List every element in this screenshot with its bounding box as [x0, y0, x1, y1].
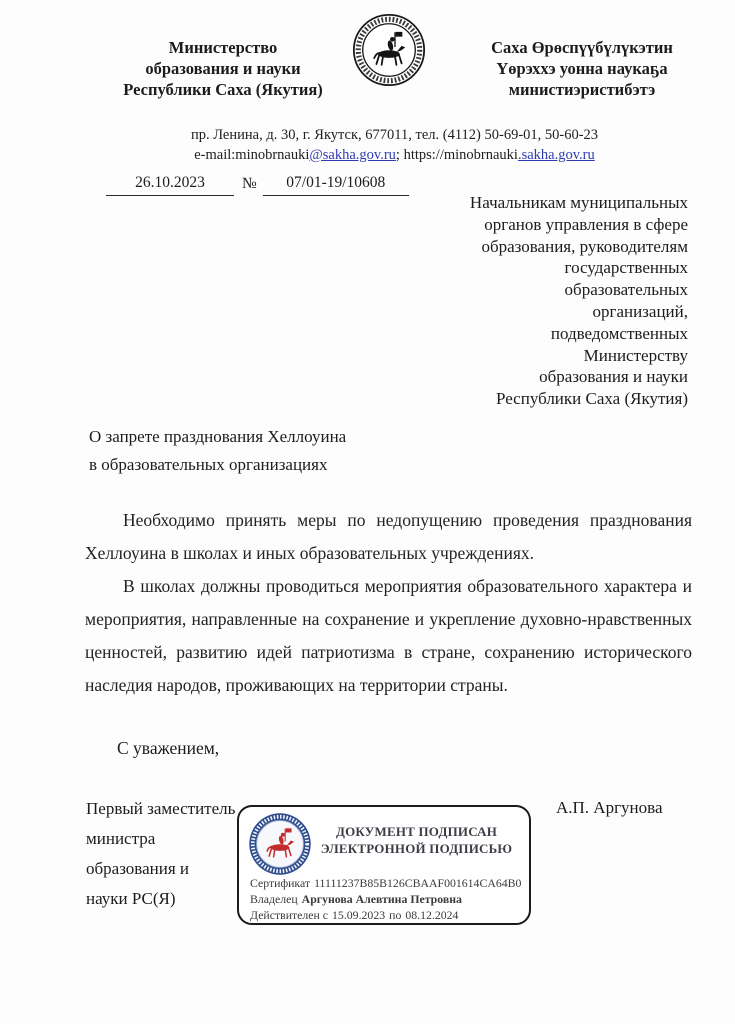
separator: ; — [395, 146, 404, 163]
subject-line: О запрете празднования Хеллоуина — [89, 427, 347, 446]
recipient-line: организаций, — [592, 301, 688, 321]
recipient-line: подведомственных — [550, 323, 688, 343]
certificate-row — [250, 876, 529, 892]
recipient-line: органов управления в сфере — [484, 214, 688, 234]
validity-mid-label: по — [389, 907, 402, 922]
digital-signature-stamp — [237, 805, 531, 925]
email-label: e-mail:minobrnauki — [194, 146, 310, 163]
letter-number: 07/01-19/10608 — [263, 174, 409, 196]
ministry-name-ru-line: Республики Саха (Якутия) — [123, 80, 323, 99]
signer-name: А.П. Аргунова — [556, 798, 663, 817]
ministry-name-ru-line: Министерство — [168, 38, 278, 57]
recipient-line: образования, руководителям — [481, 236, 688, 256]
owner-label: Владелец — [250, 891, 298, 906]
recipient-block — [358, 192, 688, 410]
validity-from-date: 15.09.2023 — [332, 907, 386, 922]
ministry-name-sakha-line: министиэристибэтэ — [508, 80, 656, 99]
validity-row — [250, 908, 529, 924]
stamp-title-line: ДОКУМЕНТ ПОДПИСАН — [335, 824, 498, 839]
stamp-title-line: ЭЛЕКТРОННОЙ ПОДПИСЬЮ — [320, 840, 513, 856]
ministry-name-ru-line: образования и науки — [145, 59, 301, 78]
email-website-line — [72, 146, 717, 166]
letter-date: 26.10.2023 — [106, 174, 234, 196]
contact-block — [72, 126, 717, 165]
recipient-line: образования и науки — [539, 367, 688, 387]
signer-position-line: образования и — [86, 859, 190, 878]
stamp-emblem-icon — [248, 812, 312, 876]
recipient-line: Министерству — [583, 345, 688, 365]
validity-label: Действителен с — [250, 907, 329, 922]
signer-position-line: министра — [86, 829, 156, 848]
certificate-number: 11111237B85B126CBAAF001614CA64B0 — [314, 876, 522, 890]
validity-to-date: 08.12.2024 — [405, 907, 459, 922]
number-sign: № — [242, 175, 257, 192]
recipient-line: образовательных — [564, 280, 688, 300]
ministry-name-russian — [92, 37, 354, 100]
stamp-details — [250, 876, 529, 923]
body-paragraph: Необходимо принять меры по недопущению проведения празднования Хеллоуина в школах и иных образовательных учреждениях. — [85, 510, 692, 563]
ministry-name-sakha — [438, 37, 726, 100]
postal-address: пр. Ленина, д. 30, г. Якутск, 677011, тел. (4112) 50-69-01, 50-60-23 — [190, 127, 599, 143]
owner-name: Аргунова Алевтина Петровна — [301, 891, 462, 906]
email-link[interactable]: @sakha.gov.ru — [309, 146, 396, 163]
recipient-line: Начальникам муниципальных — [469, 193, 688, 212]
ministry-name-sakha-line: Саха Өрөспүүбүлүкэтин — [491, 38, 673, 57]
stamp-header — [239, 807, 529, 873]
website-label: https://minobrnauki — [403, 146, 518, 163]
website-link[interactable]: .sakha.gov.ru — [517, 146, 595, 163]
subject-block — [89, 423, 346, 478]
ministry-name-sakha-line: Үөрэххэ уонна наукаҕа — [496, 59, 668, 78]
letter-body — [85, 504, 692, 702]
subject-line: в образовательных организациях — [89, 454, 328, 474]
signer-position-line: Первый заместитель — [86, 799, 236, 818]
recipient-line: государственных — [564, 258, 688, 278]
signer-position-line: науки РС(Я) — [86, 889, 176, 908]
certificate-label: Сертификат — [250, 876, 311, 890]
closing-phrase: С уважением, — [117, 738, 220, 758]
body-paragraph: В школах должны проводиться мероприятия образовательного характера и мероприятия, направленные на сохранение и укрепление духовно-нравственных ценностей, развитию идей патриотизма в стране, сохранению исторического наследия народов, проживающих на территории страны. — [85, 576, 692, 695]
stamp-title — [312, 824, 529, 857]
sakha-republic-emblem-icon — [352, 13, 426, 87]
owner-row — [250, 892, 529, 908]
recipient-line: Республики Саха (Якутия) — [495, 389, 688, 409]
signer-position — [86, 794, 256, 914]
